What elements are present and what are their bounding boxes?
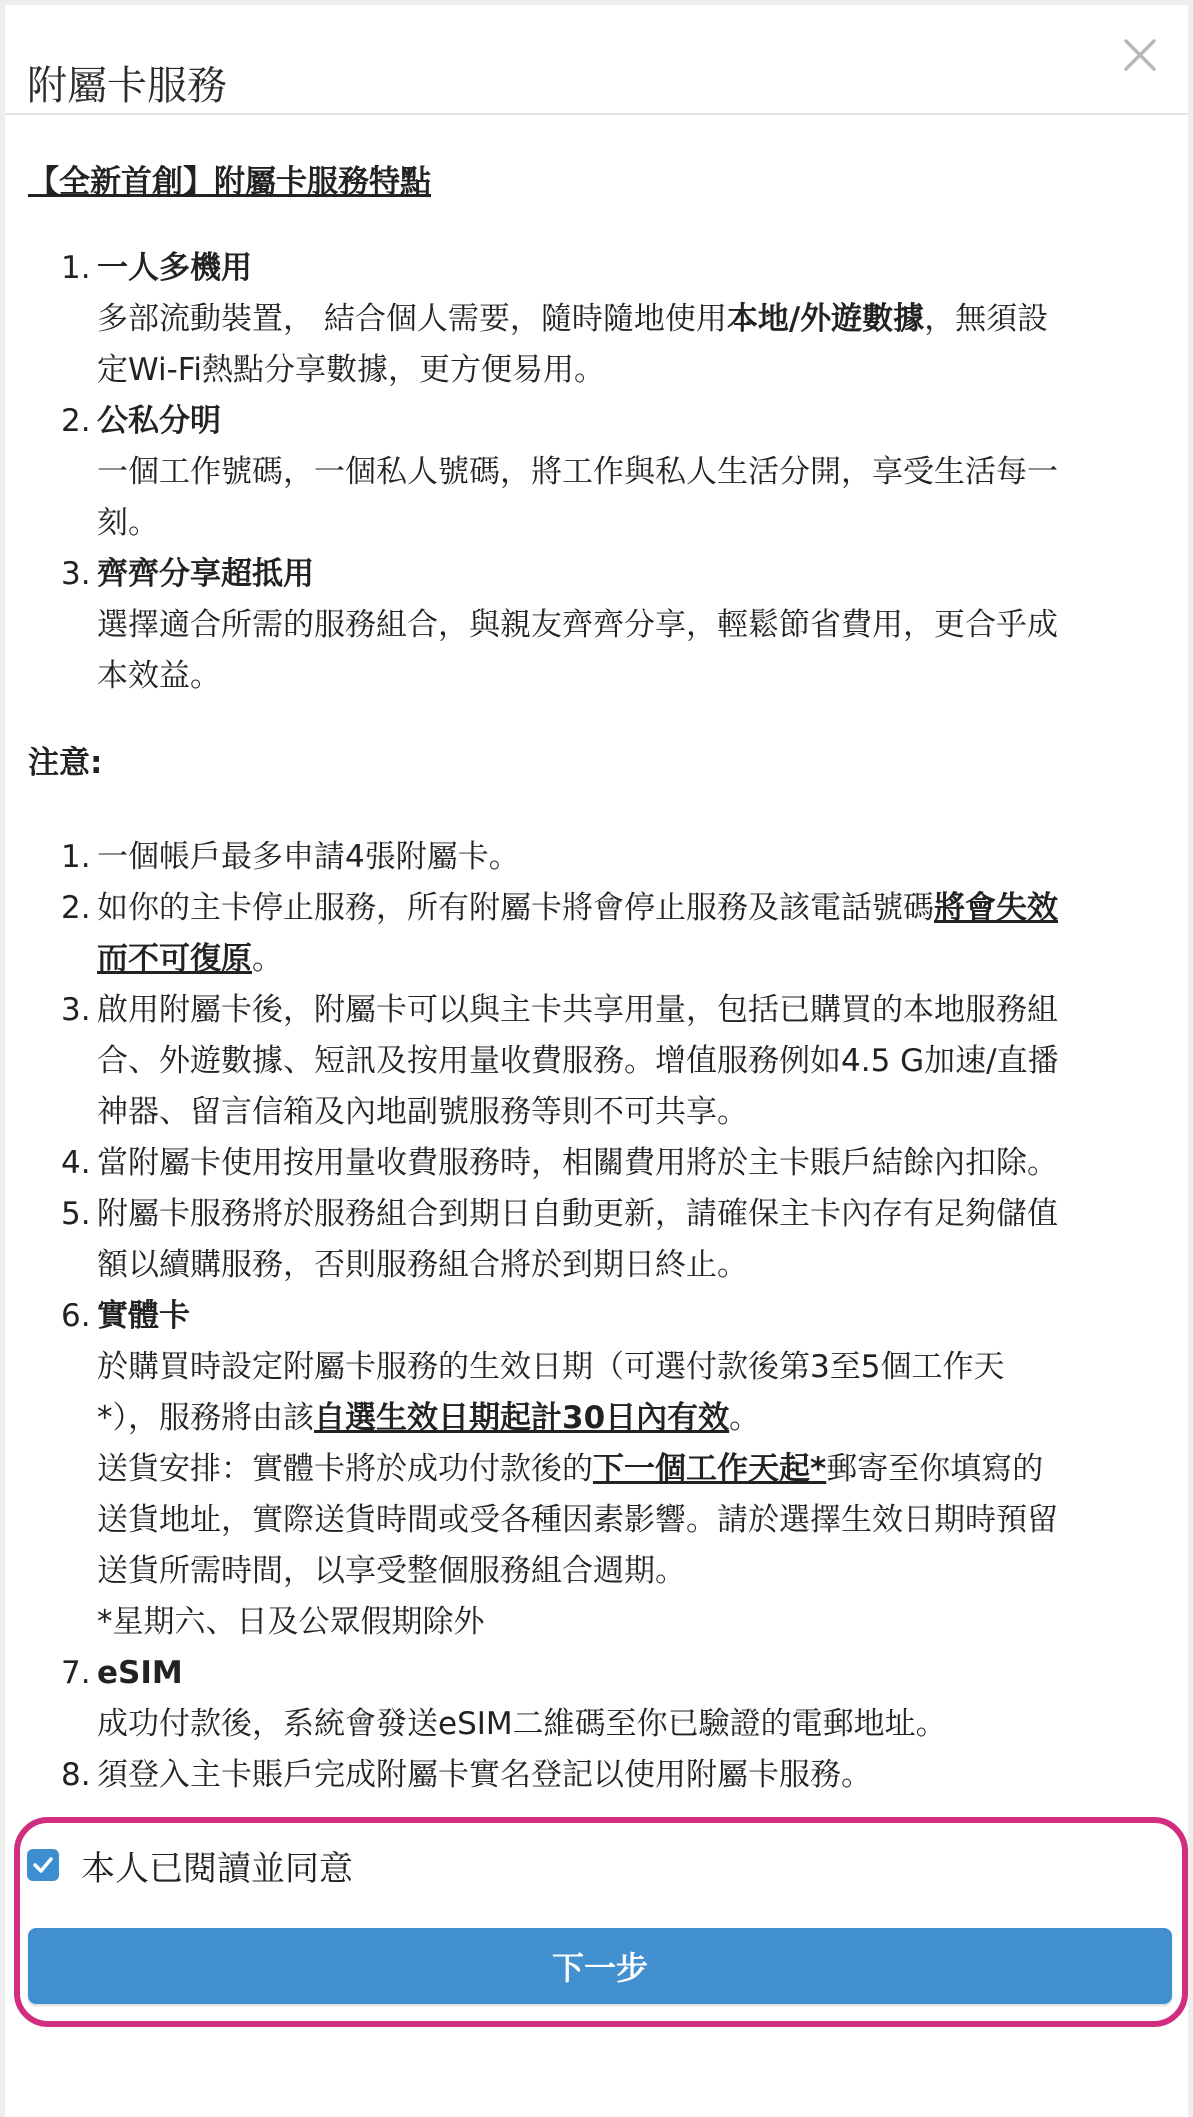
list-item-heading: 公私分明 (97, 403, 221, 439)
list-item-heading: 齊齊分享超抵用 (97, 556, 314, 592)
list-item-text: 如你的主卡停止服務，所有附屬卡將會停止服務及該電話號碼將會失效 (97, 890, 1058, 926)
list-item (5, 396, 1188, 549)
list-item-heading: 實體卡 (97, 1298, 190, 1334)
list-item (5, 549, 1188, 702)
list-item-text: 而不可復原。 (97, 941, 283, 977)
next-button[interactable]: 下一步 (28, 1928, 1172, 2004)
list-item-text: *），服務將由該自選生效日期起計30日內有效。 (97, 1400, 761, 1436)
list-item-text: 選擇適合所需的服務組合，與親友齊齊分享，輕鬆節省費用，更合乎成 (97, 607, 1058, 643)
list-item-text: 當附屬卡使用按用量收費服務時，相關費用將於主卡賬戶結餘內扣除。 (97, 1145, 1058, 1181)
note-title: 注意: (28, 745, 103, 781)
list-item-text: 送貨所需時間，以享受整個服務組合週期。 (97, 1553, 686, 1589)
list-item-text: 神器、留言信箱及內地副號服務等則不可共享。 (97, 1094, 748, 1130)
list-item-text: 於購買時設定附屬卡服務的生效日期（可選付款後第3至5個工作天 (97, 1349, 1005, 1385)
list-item-text: 成功付款後，系統會發送eSIM二維碼至你已驗證的電郵地址。 (97, 1706, 947, 1742)
list-item-text: 一個帳戶最多申請4張附屬卡。 (97, 839, 520, 875)
agree-label: 本人已閱讀並同意 (81, 1848, 353, 1889)
list-item-text: 一個工作號碼，一個私人號碼，將工作與私人生活分開，享受生活每一 (97, 454, 1058, 490)
list-item-heading: 一人多機用 (97, 250, 252, 286)
modal-title: 附屬卡服務 (27, 62, 227, 109)
close-button[interactable] (1120, 35, 1160, 75)
list-item-text: 定Wi-Fi熱點分享數據，更方便易用。 (97, 352, 605, 388)
list-item-text: 刻。 (97, 505, 159, 541)
modal-header (5, 5, 1188, 115)
list-item-text: 啟用附屬卡後，附屬卡可以與主卡共享用量，包括已購買的本地服務組 (97, 992, 1058, 1028)
list-item-text: 須登入主卡賬戶完成附屬卡實名登記以使用附屬卡服務。 (97, 1757, 872, 1793)
agree-checkbox[interactable] (27, 1837, 353, 1893)
list-item (5, 1648, 1188, 1750)
note-list (5, 832, 1188, 1801)
list-item-text: 送貨安排：實體卡將於成功付款後的下一個工作天起*郵寄至你填寫的 (97, 1451, 1044, 1487)
list-number: 4. (61, 1145, 91, 1181)
list-item (5, 1291, 1188, 1648)
list-item-text: 附屬卡服務將於服務組合到期日自動更新，請確保主卡內存有足夠儲值 (97, 1196, 1058, 1232)
list-number: 7. (61, 1655, 91, 1691)
list-item-text: 合、外遊數據、短訊及按用量收費服務。增值服務例如4.5 G加速/直播 (97, 1043, 1059, 1079)
list-number: 2. (61, 403, 91, 439)
list-item-text: 多部流動裝置， 結合個人需要，隨時隨地使用本地/外遊數據，無須設 (97, 301, 1049, 337)
list-item-text: 額以續購服務，否則服務組合將於到期日終止。 (97, 1247, 748, 1283)
list-item-text: 本效益。 (97, 658, 221, 694)
list-number: 1. (61, 839, 91, 875)
list-item (5, 1750, 1188, 1801)
list-number: 3. (61, 556, 91, 592)
list-item-text: 送貨地址，實際送貨時間或受各種因素影響。請於選擇生效日期時預留 (97, 1502, 1058, 1538)
list-number: 2. (61, 890, 91, 926)
list-item (5, 243, 1188, 396)
list-item (5, 1189, 1188, 1291)
list-item (5, 985, 1188, 1138)
modal-dialog (5, 5, 1188, 2117)
list-number: 1. (61, 250, 91, 286)
feature-list (5, 243, 1188, 702)
list-item (5, 1138, 1188, 1189)
checkmark-icon (30, 1852, 56, 1878)
close-icon (1120, 35, 1160, 75)
list-item (5, 883, 1188, 985)
list-item (5, 832, 1188, 883)
list-number: 6. (61, 1298, 91, 1334)
list-number: 5. (61, 1196, 91, 1232)
list-item-text: *星期六、日及公眾假期除外 (97, 1604, 485, 1640)
list-item-heading: eSIM (97, 1655, 183, 1691)
section-title: 【全新首創】附屬卡服務特點 (28, 164, 431, 200)
checkbox-checked-icon[interactable] (27, 1849, 59, 1881)
list-number: 3. (61, 992, 91, 1028)
list-number: 8. (61, 1757, 91, 1793)
